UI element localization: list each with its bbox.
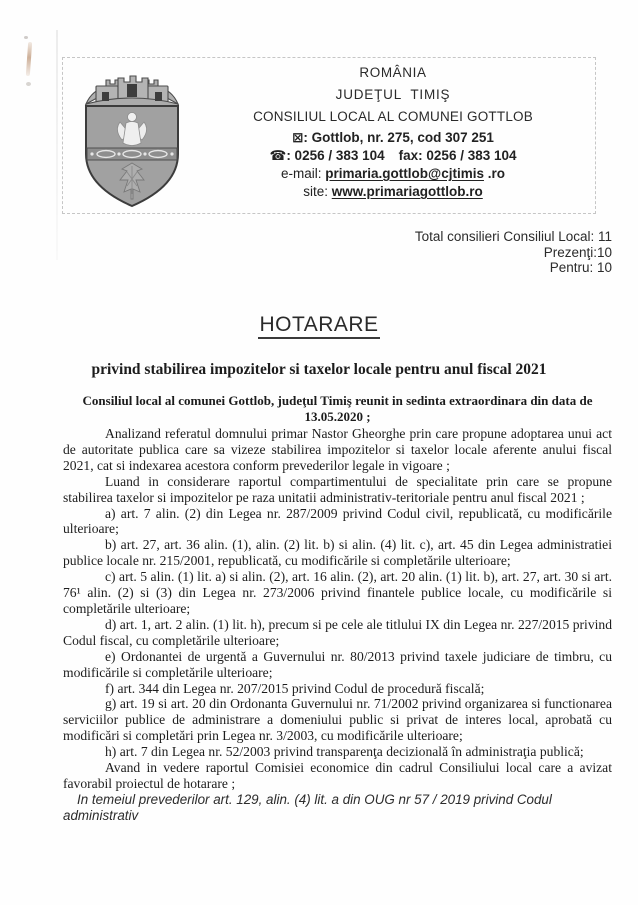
email-label: e-mail: xyxy=(281,166,326,181)
council-name: CONSILIUL LOCAL AL COMUNEI GOTTLOB xyxy=(253,109,533,124)
email-tld: .ro xyxy=(483,166,505,181)
site-label: site: xyxy=(303,184,332,199)
stat-present: Prezenţi:10 xyxy=(543,244,612,260)
legal-item-a: a) art. 7 alin. (2) din Legea nr. 287/2009 privind Codul civil, republicată, cu modificările ulterioare; xyxy=(63,505,612,537)
email-line xyxy=(195,166,591,182)
legal-item-b: b) art. 27, art. 36 alin. (1), alin. (2) lit. b) si alin. (4) lit. c), art. 45 din Legea administratiei publice locale nr. 215/2001, republicată, cu modificările si completările ulterioare; xyxy=(63,537,612,569)
coat-of-arms-icon xyxy=(69,60,195,210)
fax-number: fax: 0256 / 383 104 xyxy=(398,148,517,163)
page-edge-shadow xyxy=(56,30,58,260)
site-line xyxy=(195,184,591,200)
address-line xyxy=(195,130,591,146)
document-title: HOTARARE xyxy=(0,313,638,337)
county-name: JUDEŢUL TIMIŞ xyxy=(335,87,451,102)
document-body xyxy=(63,426,612,824)
site-url: www.primariagottlob.ro xyxy=(331,184,483,199)
legal-item-h: h) art. 7 din Legea nr. 52/2003 privind transparenţa decizională în administraţia publică; xyxy=(105,744,584,760)
staple-rust-mark xyxy=(26,42,32,76)
council-stats xyxy=(415,229,612,276)
legal-item-c: c) art. 5 alin. (1) lit. a) si alin. (2), art. 16 alin. (2), art. 20 alin. (1) lit. b), art. 27, art. 30 si art. 76¹ alin. (2) si (3) din Legea nr. 273/2006 privind finantele publice locale, cu modificările si completările ulterioare; xyxy=(63,569,612,616)
envelope-icon: ⊠ xyxy=(292,130,304,146)
phone-icon: ☎ xyxy=(269,148,287,164)
legal-item-f: f) art. 344 din Legea nr. 207/2015 privind Codul de procedură fiscală; xyxy=(105,680,485,696)
stat-votes-for: Pentru: 10 xyxy=(549,260,612,275)
scan-speck xyxy=(26,82,31,86)
scan-speck xyxy=(24,36,28,39)
letterhead-box xyxy=(62,57,596,214)
address-text: : Gottlob, nr. 275, cod 307 251 xyxy=(303,130,494,145)
country-name: ROMÂNIA xyxy=(359,65,427,80)
legal-item-e: e) Ordonantei de urgentă a Guvernului nr. 80/2013 privind taxele judiciare de timbru, cu modificările si completările ulterioare; xyxy=(63,648,612,680)
body-paragraph: Analizand referatul domnului primar Nastor Gheorghe prin care propune adoptarea unui act de autoritate publica care sa vizeze stabilirea impozitelor si taxelor locale aferente anului fiscal 2021, cat si indexarea acestora conform prevederilor legale in vigoare ; xyxy=(63,426,612,473)
document-subtitle: privind stabilirea impozitelor si taxelor locale pentru anul fiscal 2021 xyxy=(91,361,547,378)
session-statement: Consiliul local al comunei Gottlob, judeţul Timiş reunit in sedinta extraordinara din data de 13.05.2020 ; xyxy=(82,393,593,424)
legal-basis-line: In temeiul prevederilor art. 129, alin. (4) lit. a din OUG nr 57 / 2019 privind Codul administrativ xyxy=(63,791,552,823)
body-paragraph: Luand in considerare raportul compartimentului de specialitate prin care se propune stabilirea taxelor si impozitelor pe raza unitatii administrativ-teritoriale pentru anul fiscal 2021 ; xyxy=(63,473,612,505)
legal-item-d: d) art. 1, art. 2 alin. (1) lit. h), precum si pe cele ale titlului IX din Legea nr. 227/2015 privind Codul fiscal, cu completările ulterioare; xyxy=(63,616,612,648)
email-address: primaria.gottlob@cjtimis xyxy=(325,166,484,181)
phone-line xyxy=(195,148,591,164)
body-paragraph: Avand in vedere raportul Comisiei economice din cadrul Consiliului local care a avizat favorabil proiectul de hotarare ; xyxy=(63,760,612,791)
phone-number: : 0256 / 383 104 xyxy=(286,148,385,163)
letterhead-text xyxy=(195,62,591,200)
legal-item-g: g) art. 19 si art. 20 din Ordonanta Guvernului nr. 71/2002 privind organizarea si functionarea serviciilor publice de administrare a domeniului public si privat de interes local, aprobată cu modificări si completări prin Legea nr. 3/2003, cu modificările ulterioare; xyxy=(63,696,612,744)
stat-total-councillors: Total consilieri Consiliul Local: 11 xyxy=(414,229,612,244)
